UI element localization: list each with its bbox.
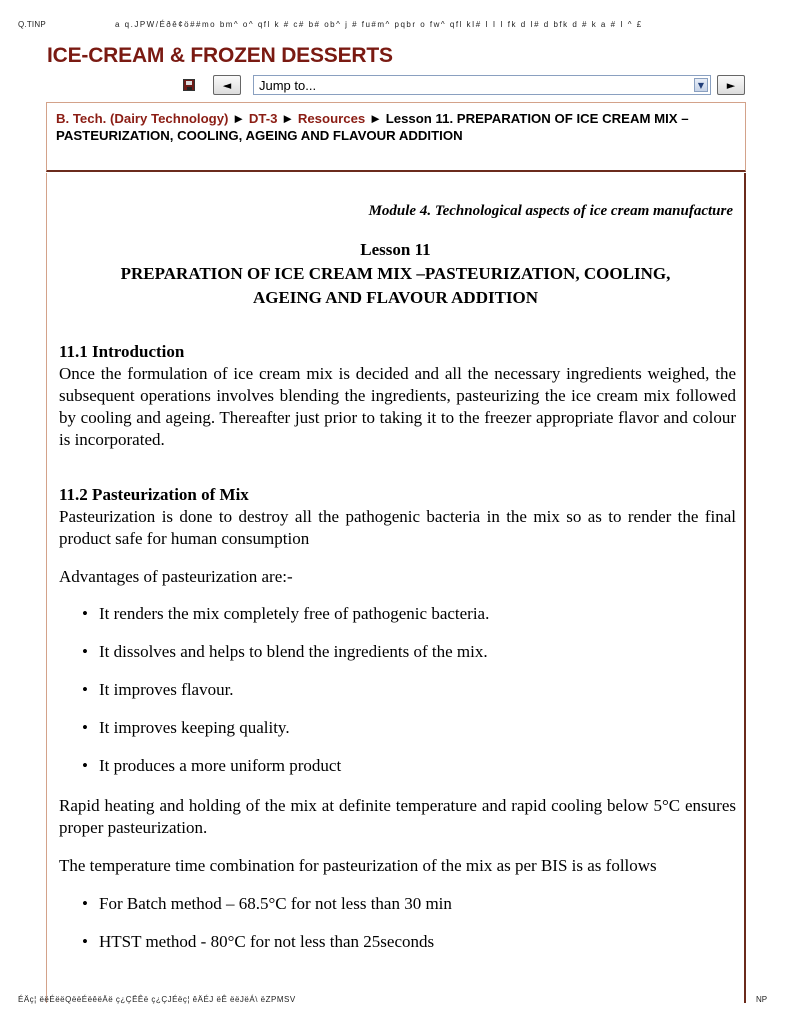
list-item: • It improves flavour. [59,679,736,701]
breadcrumb-link-resources[interactable]: Resources [297,111,366,126]
list-item: • It renders the mix completely free of pathogenic bacteria. [59,603,736,625]
list-item: • It dissolves and helps to blend the ingredients of the mix. [59,641,736,663]
print-header-left: Q.TINP [18,20,46,29]
breadcrumb-separator: ► [368,111,383,126]
jump-to-value: Jump to... [259,78,317,93]
section-heading-pasteurization: 11.2 Pasteurization of Mix [59,485,249,504]
list-item: • For Batch method – 68.5°C for not less than 30 min [59,893,736,915]
navigation-bar [183,75,745,95]
pasteurization-paragraph: Pasteurization is done to destroy all the pathogenic bacteria in the mix so as to render the final product safe for human consumption [59,507,736,548]
introduction-paragraph: Once the formulation of ice cream mix is decided and all the necessary ingredients weighed, the subsequent operations involves blending the ingredients, pasteurizing the ice cream mix followed by cooling and ageing. Thereafter just prior to taking it to the freezer appropriate flavor and colour is incorporated. [59,364,736,449]
advantages-list [59,603,736,777]
list-item: • It produces a more uniform product [59,755,736,777]
save-icon[interactable] [183,79,195,91]
breadcrumb [56,110,736,144]
breadcrumb-link-dt3[interactable]: DT-3 [248,111,278,126]
print-footer-page: NP [756,995,768,1004]
methods-list [59,893,736,953]
lesson-heading [47,238,744,310]
lesson-title-line-1: PREPARATION OF ICE CREAM MIX –PASTEURIZATION, COOLING, [120,264,671,283]
list-item: • HTST method - 80°C for not less than 25seconds [59,931,736,953]
chevron-down-icon[interactable]: ▼ [694,78,708,92]
advantages-intro: Advantages of pasteurization are:- [59,567,293,586]
breadcrumb-separator: ► [232,111,246,126]
breadcrumb-link-btech[interactable]: B. Tech. (Dairy Technology) [56,111,229,126]
list-item: • It improves keeping quality. [59,717,736,739]
breadcrumb-separator: ► [281,111,295,126]
jump-to-select[interactable] [253,75,711,95]
previous-button[interactable]: ◄ [213,75,241,95]
site-title[interactable]: ICE-CREAM & FROZEN DESSERTS [47,44,393,67]
breadcrumb-current: Lesson 11. PREPARATION OF ICE CREAM MIX –PASTEURIZATION, COOLING, AGEING AND FLAVOUR ADDITION [56,111,689,143]
next-button[interactable]: ► [717,75,745,95]
print-header-url: a q.JPW/Éðê¢ö##mo bm^ o^ qfl k # c# b# ob^ j # fu#m^ pqbr o fw^ qfl kI# I I I fk d I# d bfk d # k a # I ^ £ [115,20,643,29]
print-footer-left: ÉÄç¦ ëëÉëëQëëÉëêëÄë ç¿ÇËÊë ç¿ÇJÉëç¦ êÄÉJ ëÊ ëëJëÁ\ ëZPMSV [18,995,296,1004]
content-panel [46,173,746,1003]
section-heading-introduction: 11.1 Introduction [59,342,185,361]
lesson-number: Lesson 11 [360,240,431,259]
breadcrumb-panel [46,102,746,172]
bis-paragraph: The temperature time combination for pasteurization of the mix as per BIS is as follows [59,856,657,875]
lesson-title-line-2: AGEING AND FLAVOUR ADDITION [252,288,539,307]
module-heading: Module 4. Technological aspects of ice cream manufacture [368,203,733,219]
rapid-heating-paragraph: Rapid heating and holding of the mix at definite temperature and rapid cooling below 5°C ensures proper pasteurization. [59,796,736,837]
